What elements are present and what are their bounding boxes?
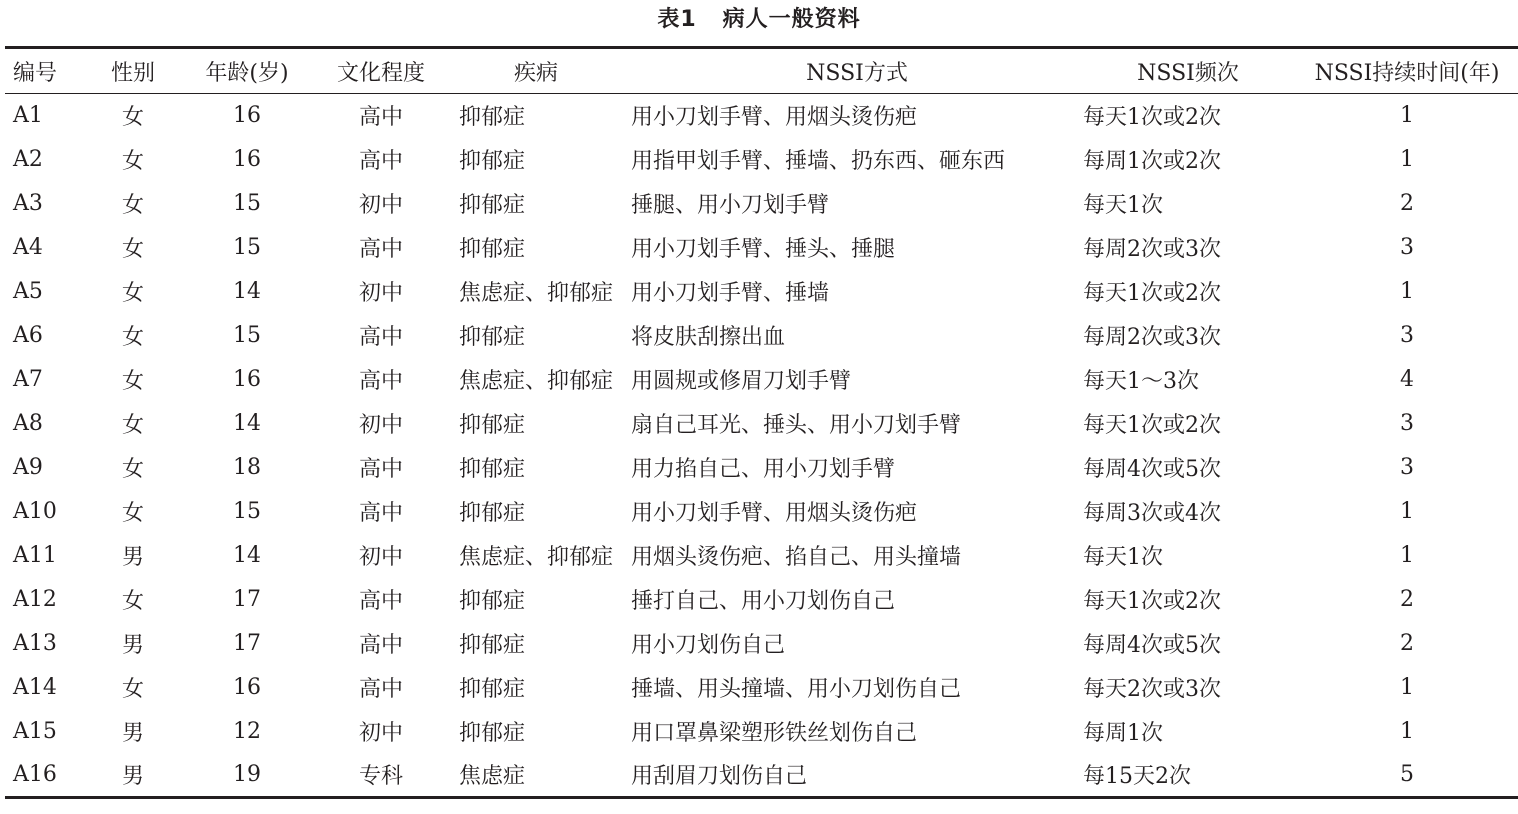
cell-nssi-method: 用烟头烫伤疤、掐自己、用头撞墙 <box>631 545 962 570</box>
cell-nssi-duration: 3 <box>1400 323 1414 348</box>
patient-info-table <box>5 46 1518 799</box>
cell-education: 高中 <box>358 457 403 482</box>
cell-nssi-frequency: 每周1次或2次 <box>1083 149 1221 174</box>
cell-age: 15 <box>233 499 261 524</box>
cell-id: A13 <box>13 631 57 656</box>
table-row <box>5 446 1518 490</box>
cell-education: 高中 <box>358 369 403 394</box>
table-row <box>5 358 1518 402</box>
cell-id: A15 <box>13 719 57 744</box>
cell-nssi-frequency: 每天1～3次 <box>1083 369 1199 394</box>
cell-nssi-frequency: 每天1次 <box>1083 193 1163 218</box>
cell-id: A10 <box>13 499 57 524</box>
cell-nssi-method: 捶打自己、用小刀划伤自己 <box>631 589 896 614</box>
cell-education: 高中 <box>358 501 403 526</box>
cell-sex: 女 <box>121 193 144 218</box>
table-row <box>5 270 1518 314</box>
cell-nssi-duration: 1 <box>1400 147 1414 172</box>
cell-disease: 抑郁症 <box>459 193 526 218</box>
cell-sex: 女 <box>121 237 144 262</box>
cell-disease: 抑郁症 <box>459 149 526 174</box>
cell-nssi-frequency: 每周2次或3次 <box>1083 325 1221 350</box>
cell-id: A14 <box>13 675 57 700</box>
header-sex: 性别 <box>93 48 173 94</box>
cell-nssi-duration: 3 <box>1400 235 1414 260</box>
header-education: 文化程度 <box>321 48 441 94</box>
cell-sex: 女 <box>121 501 144 526</box>
table-row <box>5 226 1518 270</box>
cell-age: 14 <box>233 543 261 568</box>
cell-nssi-duration: 1 <box>1400 543 1414 568</box>
table-row <box>5 94 1518 138</box>
header-row <box>5 48 1518 94</box>
cell-nssi-frequency: 每周1次 <box>1083 721 1163 746</box>
cell-id: A11 <box>13 543 57 568</box>
cell-age: 16 <box>233 147 261 172</box>
cell-nssi-frequency: 每周4次或5次 <box>1083 457 1221 482</box>
cell-disease: 抑郁症 <box>459 413 526 438</box>
cell-id: A8 <box>13 411 43 436</box>
cell-disease: 抑郁症 <box>459 325 526 350</box>
cell-disease: 焦虑症、抑郁症 <box>459 545 614 570</box>
cell-sex: 女 <box>121 369 144 394</box>
cell-age: 15 <box>233 323 261 348</box>
cell-sex: 女 <box>121 677 144 702</box>
cell-nssi-duration: 4 <box>1400 367 1414 392</box>
table-row <box>5 666 1518 710</box>
cell-nssi-frequency: 每天1次 <box>1083 545 1163 570</box>
cell-id: A16 <box>5 754 93 798</box>
cell-age: 16 <box>233 675 261 700</box>
cell-education: 高中 <box>358 149 403 174</box>
cell-sex: 女 <box>121 281 144 306</box>
cell-id: A7 <box>13 367 43 392</box>
cell-education: 高中 <box>358 589 403 614</box>
cell-nssi-duration: 1 <box>1400 279 1414 304</box>
cell-nssi-frequency: 每15天2次 <box>1083 754 1293 798</box>
cell-age: 17 <box>233 631 261 656</box>
cell-age: 17 <box>233 587 261 612</box>
cell-nssi-duration: 2 <box>1400 587 1414 612</box>
table-row <box>5 182 1518 226</box>
cell-sex: 男 <box>121 633 144 658</box>
cell-nssi-duration: 2 <box>1400 631 1414 656</box>
cell-age: 15 <box>233 191 261 216</box>
cell-nssi-frequency: 每周2次或3次 <box>1083 237 1221 262</box>
cell-nssi-method: 用刮眉刀划伤自己 <box>631 754 1083 798</box>
cell-disease: 抑郁症 <box>459 501 526 526</box>
cell-nssi-frequency: 每周3次或4次 <box>1083 501 1221 526</box>
cell-age: 12 <box>233 719 261 744</box>
cell-disease: 抑郁症 <box>459 677 526 702</box>
cell-nssi-frequency: 每天1次或2次 <box>1083 105 1221 131</box>
cell-nssi-frequency: 每天1次或2次 <box>1083 413 1221 438</box>
table-row <box>5 710 1518 754</box>
header-id: 编号 <box>5 48 93 94</box>
table-title: 病人一般资料 <box>722 7 861 32</box>
cell-sex: 男 <box>121 721 144 746</box>
cell-age: 19 <box>173 754 321 798</box>
table-body <box>5 94 1518 798</box>
cell-nssi-frequency: 每周4次或5次 <box>1083 633 1221 658</box>
cell-sex: 女 <box>121 149 144 174</box>
table-row <box>5 138 1518 182</box>
cell-nssi-duration: 1 <box>1400 675 1414 700</box>
header-nssi-duration: NSSI持续时间(年) <box>1293 48 1518 94</box>
cell-nssi-frequency: 每天1次或2次 <box>1083 281 1221 306</box>
cell-nssi-method: 用小刀划手臂、捶头、捶腿 <box>631 237 896 262</box>
table-number: 表1 <box>657 7 697 32</box>
header-nssi-method: NSSI方式 <box>631 48 1083 94</box>
cell-id: A1 <box>13 103 43 129</box>
cell-sex: 男 <box>93 754 173 798</box>
cell-education: 初中 <box>358 721 403 746</box>
cell-age: 18 <box>233 455 261 480</box>
header-disease: 疾病 <box>441 48 631 94</box>
cell-nssi-duration: 3 <box>1400 411 1414 436</box>
cell-id: A12 <box>13 587 57 612</box>
cell-disease: 焦虑症 <box>441 754 631 798</box>
cell-nssi-method: 用指甲划手臂、捶墙、扔东西、砸东西 <box>631 149 1006 174</box>
table-row <box>5 314 1518 358</box>
cell-sex: 女 <box>121 325 144 350</box>
cell-nssi-duration: 1 <box>1400 499 1414 524</box>
cell-nssi-frequency: 每天2次或3次 <box>1083 677 1221 702</box>
cell-disease: 抑郁症 <box>459 589 526 614</box>
header-nssi-frequency: NSSI频次 <box>1083 48 1293 94</box>
cell-education: 高中 <box>358 105 403 131</box>
cell-nssi-duration: 5 <box>1293 754 1518 798</box>
table-row <box>5 490 1518 534</box>
cell-education: 高中 <box>358 325 403 350</box>
cell-nssi-method: 捶墙、用头撞墙、用小刀划伤自己 <box>631 677 962 702</box>
table-row <box>5 754 1518 798</box>
header-age: 年龄(岁) <box>173 48 321 94</box>
cell-nssi-method: 将皮肤刮擦出血 <box>631 325 786 350</box>
cell-id: A9 <box>13 455 43 480</box>
cell-id: A4 <box>13 235 43 260</box>
table-header <box>5 48 1518 94</box>
cell-age: 14 <box>233 411 261 436</box>
table-row <box>5 622 1518 666</box>
cell-disease: 抑郁症 <box>459 633 526 658</box>
cell-nssi-method: 用圆规或修眉刀划手臂 <box>631 369 852 394</box>
table-row <box>5 534 1518 578</box>
cell-nssi-duration: 3 <box>1400 455 1414 480</box>
cell-nssi-method: 用小刀划手臂、用烟头烫伤疤 <box>631 501 918 526</box>
cell-sex: 女 <box>121 105 144 131</box>
cell-id: A3 <box>13 191 43 216</box>
cell-education: 初中 <box>358 193 403 218</box>
cell-nssi-duration: 2 <box>1400 191 1414 216</box>
cell-disease: 焦虑症、抑郁症 <box>459 369 614 394</box>
cell-nssi-duration: 1 <box>1400 103 1414 129</box>
cell-sex: 女 <box>121 457 144 482</box>
cell-nssi-method: 用小刀划伤自己 <box>631 633 786 658</box>
cell-id: A6 <box>13 323 43 348</box>
cell-education: 高中 <box>358 237 403 262</box>
cell-sex: 男 <box>121 545 144 570</box>
cell-disease: 抑郁症 <box>459 237 526 262</box>
table-caption <box>0 4 1518 36</box>
cell-education: 高中 <box>358 633 403 658</box>
cell-disease: 焦虑症、抑郁症 <box>459 281 614 306</box>
cell-nssi-method: 用力掐自己、用小刀划手臂 <box>631 457 896 482</box>
cell-id: A2 <box>13 147 43 172</box>
table-row <box>5 578 1518 622</box>
table-row <box>5 402 1518 446</box>
cell-education: 初中 <box>358 281 403 306</box>
cell-education: 初中 <box>358 413 403 438</box>
cell-education: 专科 <box>321 754 441 798</box>
cell-nssi-frequency: 每天1次或2次 <box>1083 589 1221 614</box>
cell-nssi-method: 捶腿、用小刀划手臂 <box>631 193 830 218</box>
cell-nssi-method: 用小刀划手臂、用烟头烫伤疤 <box>631 105 918 131</box>
cell-nssi-method: 用小刀划手臂、捶墙 <box>631 281 830 306</box>
cell-age: 14 <box>233 279 261 304</box>
cell-id: A5 <box>13 279 43 304</box>
cell-sex: 女 <box>121 413 144 438</box>
cell-age: 16 <box>233 103 261 129</box>
cell-nssi-duration: 1 <box>1400 719 1414 744</box>
cell-disease: 抑郁症 <box>459 457 526 482</box>
cell-education: 初中 <box>358 545 403 570</box>
cell-age: 16 <box>233 367 261 392</box>
cell-nssi-method: 用口罩鼻梁塑形铁丝划伤自己 <box>631 721 918 746</box>
cell-disease: 抑郁症 <box>459 105 526 131</box>
cell-disease: 抑郁症 <box>459 721 526 746</box>
cell-age: 15 <box>233 235 261 260</box>
cell-education: 高中 <box>358 677 403 702</box>
cell-sex: 女 <box>121 589 144 614</box>
cell-nssi-method: 扇自己耳光、捶头、用小刀划手臂 <box>631 413 962 438</box>
